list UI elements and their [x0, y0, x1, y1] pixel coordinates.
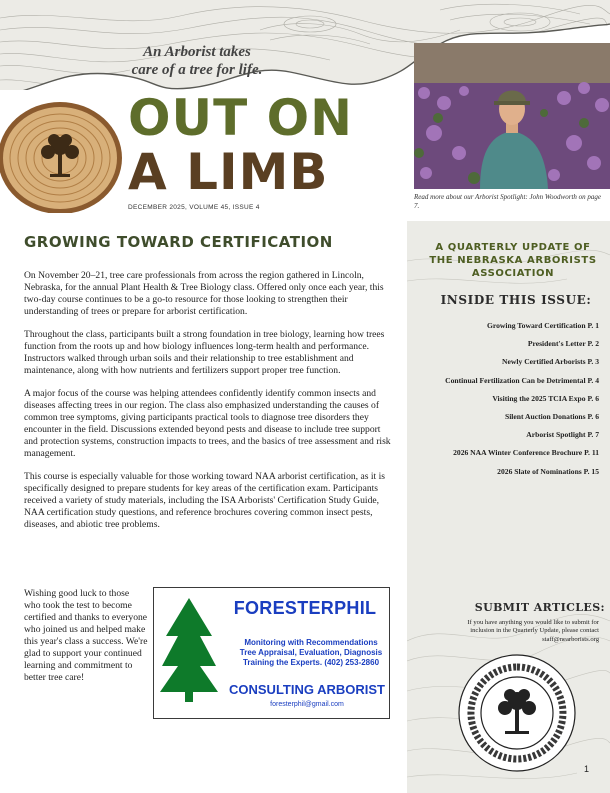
toc-item[interactable]: 2026 NAA Winter Conference Brochure P. 11 [453, 448, 599, 458]
ad-service-line: Training the Experts. (402) 253-2860 [242, 658, 380, 667]
table-of-contents [409, 321, 599, 485]
article-paragraph: On November 20–21, tree care professionals from across the region gathered in Lincoln, Nebraska, for the annual Plant Health & Tree Biology class. Offered only once each year, this two-day course continues to be a go-to resource for those looking to strengthen their understanding of trees or prepare for arborist certification. [24, 270, 384, 317]
ad-email[interactable]: foresterphil@gmail.com [270, 701, 344, 708]
foresterphil-advertisement[interactable] [153, 587, 390, 719]
photo-caption: Read more about our Arborist Spotlight: John Woodworth on page 7. [414, 193, 601, 210]
article-paragraph: This course is especially valuable for those working toward NAA arborist certification, as it is specifically designed to prepare students for key areas of the certification exam. Participants received a variety of study materials, including the ISA Arborists' Certification Study Guide, NAA certification study questions, and reference brochures covering common insect pests, diseases, and abiotic tree problems. [24, 471, 386, 530]
issue-info: DECEMBER 2025, VOLUME 45, ISSUE 4 [128, 204, 260, 211]
ad-service-line: Tree Appraisal, Evaluation, Diagnosis [239, 648, 383, 657]
article-paragraph: A major focus of the course was helping attendees confidently identify common insects and diseases affecting trees in our region. The class also emphasized understanding the causes of common tree symptoms, giving participants practical tools to diagnose tree disorders they encounter in the field. Discussions extended beyond pests and disease to include tree support and protection systems, construction impacts to trees, and the basics of tree assessment and risk management. [24, 388, 391, 459]
evergreen-tree-icon [158, 596, 220, 704]
tagline-line-1: An Arborist takes [143, 44, 251, 60]
toc-item[interactable]: 2026 Slate of Nominations P. 15 [497, 466, 599, 476]
article-paragraph: Throughout the class, participants built a strong foundation in tree biology, learning how trees function from the roots up and how biology influences long-term health and performance. Instructors walked through urban soils and their relationship to tree establishment and maintenance, along with how nutrients and fertilizers support proper tree function. [24, 329, 385, 376]
toc-item[interactable]: Silent Auction Donations P. 6 [504, 411, 599, 421]
submit-note-line: If you have anything you would like to submit for [467, 619, 599, 626]
article-headline: GROWING TOWARD CERTIFICATION [24, 233, 333, 251]
inside-this-issue-title: INSIDE THIS ISSUE: [440, 293, 592, 307]
spotlight-photo [414, 43, 610, 189]
ad-brand-name: FORESTERPHIL [233, 598, 377, 618]
newsletter-title-line-2: A LIMB [128, 143, 329, 201]
tree-log-logo [0, 90, 124, 213]
toc-item[interactable]: Visiting the 2025 TCIA Expo P. 6 [492, 393, 599, 403]
ad-consulting-arborist: CONSULTING ARBORIST [229, 682, 385, 697]
masthead [0, 0, 610, 213]
tagline [122, 43, 272, 79]
toc-item[interactable]: Continual Fertilization Can be Detrimental P. 4 [445, 375, 599, 385]
ad-service-line: Monitoring with Recommendations [244, 638, 378, 647]
toc-item[interactable]: Arborist Spotlight P. 7 [526, 430, 599, 440]
sidebar-heading-line: A QUARTERLY UPDATE OF [435, 242, 591, 253]
submit-articles-title: SUBMIT ARTICLES: [474, 601, 605, 614]
toc-item[interactable]: Growing Toward Certification P. 1 [486, 321, 599, 330]
submit-articles-note [427, 619, 599, 644]
sidebar-heading [423, 241, 603, 280]
association-logo [457, 653, 577, 773]
sidebar-heading-line: ASSOCIATION [471, 268, 555, 279]
ad-services [236, 638, 386, 668]
submit-note-line: inclusion in the Quarterly Update, please contact [470, 627, 599, 635]
tagline-line-2: care of a tree for life. [131, 62, 263, 78]
toc-item[interactable]: Newly Certified Arborists P. 3 [502, 357, 599, 367]
sidebar-heading-line: THE NEBRASKA ARBORISTS [429, 255, 597, 266]
newsletter-title-line-1: OUT ON [128, 89, 353, 147]
sidebar [407, 221, 610, 793]
main-article [24, 229, 396, 542]
toc-item[interactable]: President's Letter P. 2 [527, 339, 599, 349]
page-number: 1 [584, 764, 590, 774]
article-closing: Wishing good luck to those who took the test to become certified and thanks to everyone who joined us and helped make this year's class a success. We're glad to support your continued learning and commitment to better tree care! [24, 588, 148, 683]
submit-email[interactable]: staff@nearborists.org [542, 635, 599, 643]
